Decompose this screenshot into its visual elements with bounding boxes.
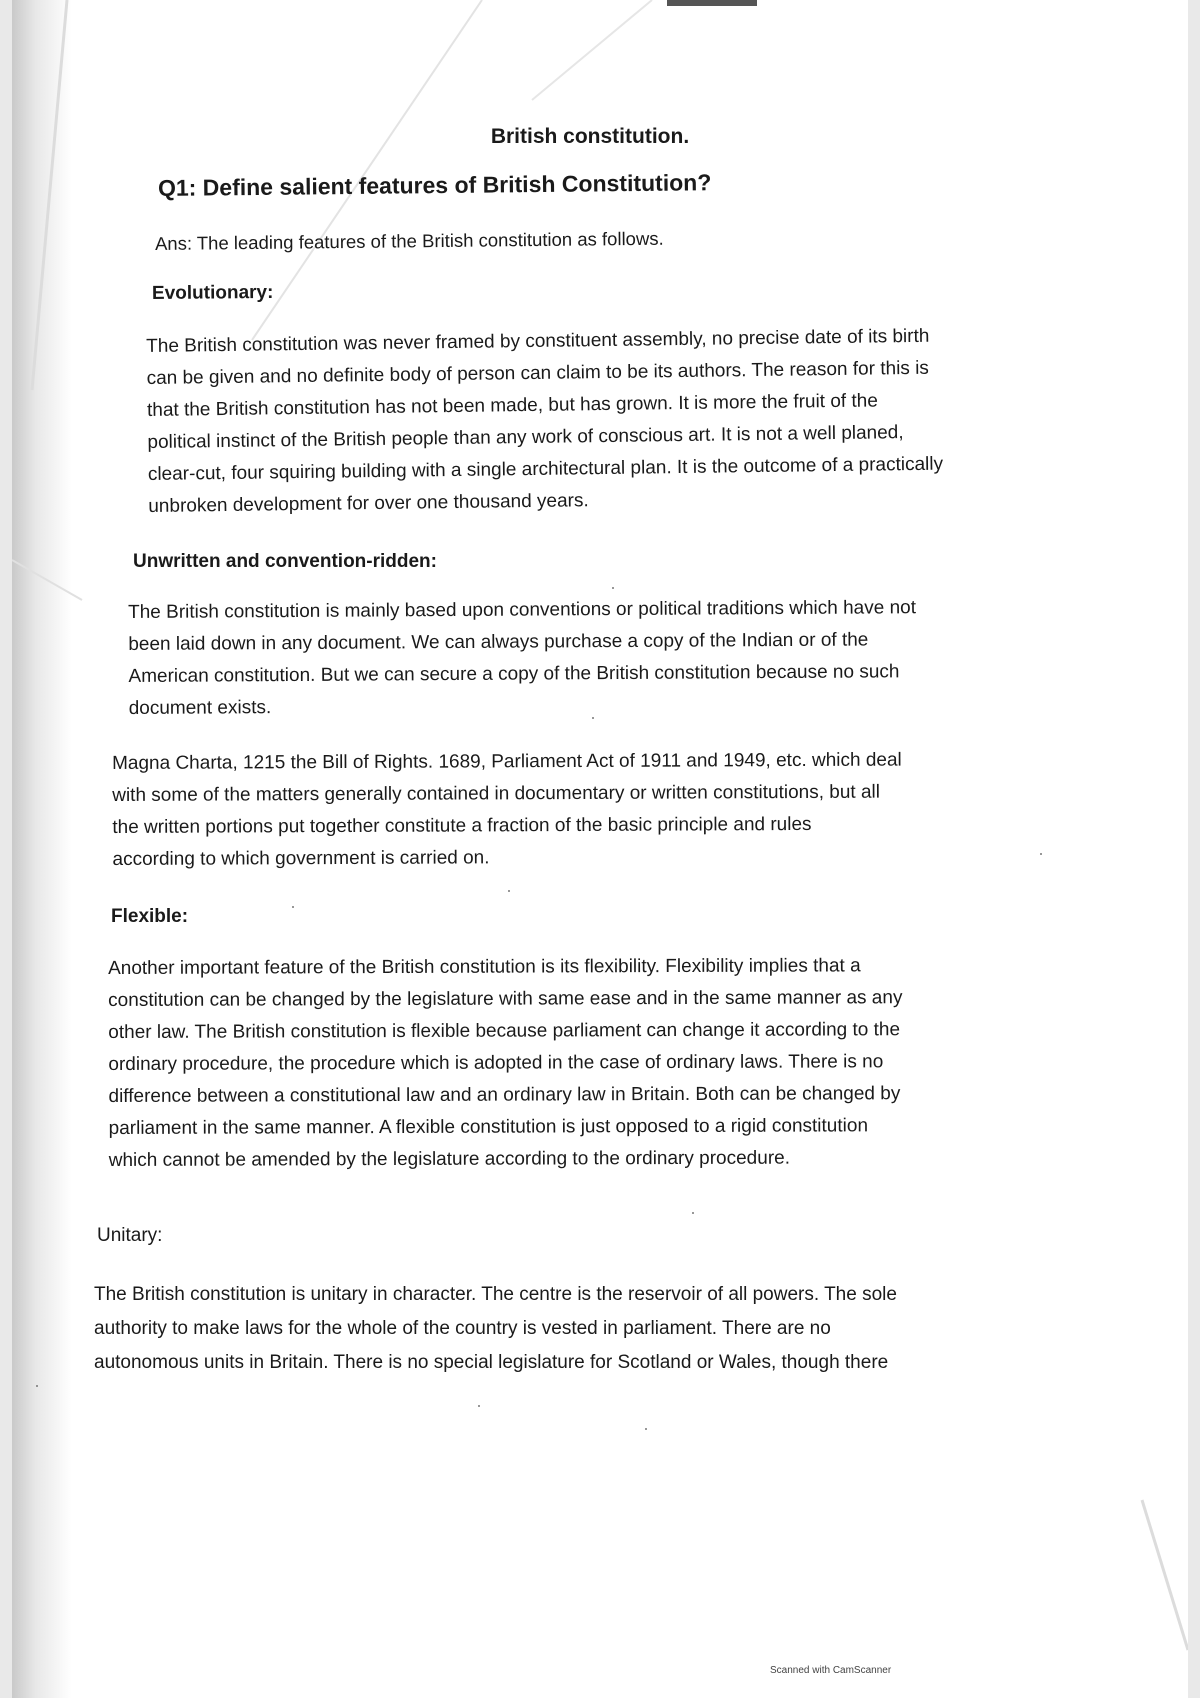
paragraph-unitary [94, 1278, 897, 1380]
paragraph-unwritten [128, 592, 917, 725]
paragraph-line: The British constitution is mainly based upon conventions or political traditions which have not [128, 597, 917, 623]
paragraph-line: which cannot be amended by the legislature according to the ordinary procedure. [108, 1147, 791, 1171]
section-heading-flexible: Flexible: [111, 906, 189, 927]
paragraph-line: other law. The British constitution is flexible because parliament can change it according to the [108, 1019, 901, 1043]
paragraph-line: The British constitution is unitary in character. The centre is the reservoir of all powers. The sole [94, 1284, 897, 1305]
document-title: British constitution. [490, 125, 690, 148]
paragraph-line: Another important feature of the British constitution is its flexibility. Flexibility implies that a [108, 955, 861, 979]
paragraph-line: been laid down in any document. We can always purchase a copy of the Indian or of the [128, 629, 869, 655]
paragraph-line: parliament in the same manner. A flexible constitution is just opposed to a rigid constitution [108, 1115, 869, 1139]
scan-speck [478, 1405, 480, 1407]
scan-speck [612, 587, 614, 589]
paragraph-line: document exists. [128, 697, 272, 719]
paragraph-line: Magna Charta, 1215 the Bill of Rights. 1689, Parliament Act of 1911 and 1949, etc. which deal [112, 749, 902, 774]
answer-intro: Ans: The leading features of the British constitution as follows. [154, 227, 664, 254]
paragraph-written-portions [112, 745, 902, 876]
paragraph-line: American constitution. But we can secure a copy of the British constitution because no such [128, 661, 900, 687]
paragraph-line: that the British constitution has not been made, but has grown. It is more the fruit of the [146, 390, 878, 421]
scan-speck [692, 1212, 694, 1214]
section-heading-evolutionary: Evolutionary: [151, 281, 274, 304]
paragraph-line: political instinct of the British people than any work of conscious art. It is not a well planed, [147, 422, 904, 453]
paragraph-line: the written portions put together constitute a fraction of the basic principle and rules [112, 813, 812, 838]
paragraph-line: unbroken development for over one thousand years. [148, 490, 589, 517]
paragraph-line: difference between a constitutional law and an ordinary law in Britain. Both can be changed by [108, 1083, 901, 1107]
scan-speck [508, 890, 510, 892]
paragraph-line: authority to make laws for the whole of the country is vested in parliament. There are no [94, 1318, 831, 1339]
paragraph-line: constitution can be changed by the legislature with same ease and in the same manner as any [108, 987, 903, 1011]
paragraph-line: The British constitution was never framed by constituent assembly, no precise date of its birth [146, 325, 930, 357]
paragraph-line: according to which government is carried on. [112, 847, 490, 870]
paragraph-line: can be given and no definite body of person can claim to be its authors. The reason for this is [146, 357, 929, 389]
scan-speck [1040, 853, 1042, 855]
scan-speck [592, 717, 594, 719]
paragraph-line: with some of the matters generally contained in documentary or written constitutions, but all [112, 781, 881, 806]
scan-speck [36, 1385, 38, 1387]
paragraph-evolutionary [146, 321, 944, 523]
scanner-watermark: Scanned with CamScanner [770, 1665, 892, 1676]
section-heading-unitary: Unitary: [97, 1225, 163, 1246]
section-heading-unwritten: Unwritten and convention-ridden: [133, 551, 437, 572]
paragraph-flexible [108, 950, 903, 1177]
paragraph-line: ordinary procedure, the procedure which is adopted in the case of ordinary laws. There is no [108, 1051, 884, 1075]
scan-speck [645, 1428, 647, 1430]
paragraph-line: clear-cut, four squiring building with a single architectural plan. It is the outcome of a practically [147, 453, 944, 485]
question-heading: Q1: Define salient features of British Constitution? [157, 169, 712, 201]
scan-speck [292, 906, 294, 908]
paragraph-line: autonomous units in Britain. There is no special legislature for Scotland or Wales, though there [94, 1352, 889, 1373]
